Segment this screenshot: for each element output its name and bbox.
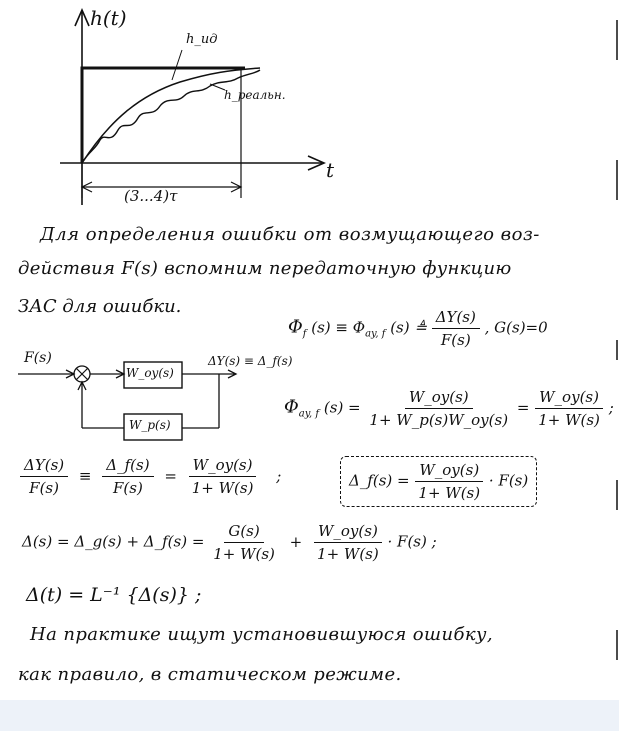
curve-ideal — [82, 68, 260, 163]
phi-full-symbol: Φ — [284, 396, 299, 418]
box-num: W_oy(s) — [415, 461, 483, 482]
delta-den1: 1+ W(s) — [213, 545, 275, 563]
curve-real — [82, 70, 260, 163]
phi-full-den2: 1+ W(s) — [538, 411, 600, 429]
delta-fraction-1 — [209, 522, 279, 563]
y-axis-label: h(t) — [90, 6, 127, 30]
phi-full-formula — [284, 388, 614, 429]
phi-def-sub2: ay, f — [365, 328, 386, 340]
ratio-fraction-2 — [102, 456, 153, 497]
footer-line-2: как правило, в статическом режиме. — [18, 664, 402, 685]
delta-tail: · F(s) ; — [387, 532, 437, 551]
ratio-fraction-1 — [20, 456, 68, 497]
phi-def-tail: , G(s)=0 — [484, 318, 548, 337]
bd-output-label: ΔY(s) ≡ Δ_f(s) — [208, 354, 293, 368]
phi-def-den: F(s) — [440, 331, 471, 349]
phi-def-fraction — [432, 308, 480, 349]
curve-ideal-label: h_ид — [186, 32, 218, 47]
ratio-eq1: ≡ — [78, 466, 92, 485]
bd-input-label: F(s) — [24, 350, 52, 366]
bottom-bar — [0, 700, 619, 731]
delta-total-formula — [22, 522, 437, 563]
ratio-num3: W_oy(s) — [189, 456, 257, 477]
phi-full-mid: (s) = — [323, 398, 361, 417]
footer-line-1: На практике ищут установившуюся ошибку, — [30, 624, 493, 645]
ideal-label-pointer — [172, 50, 182, 80]
bd-plant-label: W_oy(s) — [126, 366, 174, 380]
phi-full-fraction-2 — [534, 388, 604, 429]
text-line-1: Для определения ошибки от возмущающего воз- — [40, 224, 540, 245]
x-axis-label: t — [326, 158, 335, 182]
ratio-den3: 1+ W(s) — [191, 479, 254, 497]
curve-real-label: h_реальн. — [224, 88, 286, 102]
real-label-pointer — [210, 84, 225, 90]
delta-num2: W_oy(s) — [314, 522, 382, 543]
delta-den2: 1+ W(s) — [317, 545, 379, 563]
phi-def-num: ΔY(s) — [432, 308, 480, 329]
laplace-formula: Δ(t) = L⁻¹ {Δ(s)} ; — [26, 584, 202, 606]
phi-full-den1: 1+ W_p(s)W_oy(s) — [369, 411, 509, 429]
ratio-den2: F(s) — [113, 479, 143, 497]
delta-fraction-2 — [313, 522, 383, 563]
phi-full-end: ; — [608, 398, 614, 417]
page-edge-marks — [612, 0, 619, 700]
ratio-num2: Δ_f(s) — [102, 456, 153, 477]
delta-lhs: Δ(s) = Δ_g(s) + Δ_f(s) = — [22, 532, 205, 551]
ratio-sep: ; — [276, 466, 282, 485]
box-tail: · F(s) — [488, 471, 529, 490]
phi-full-num2: W_oy(s) — [535, 388, 603, 409]
ratio-formula — [20, 456, 281, 497]
interval-label: (3...4)τ — [124, 187, 178, 205]
phi-def-mid2: (s) ≜ — [390, 318, 427, 337]
text-line-2: действия F(s) вспомним передаточную функцию — [18, 258, 512, 279]
delta-plus: + — [289, 532, 303, 551]
boxed-error-formula — [340, 456, 537, 507]
phi-symbol: Φ — [288, 316, 303, 338]
phi-def-mid: (s) ≡ Φ — [311, 318, 366, 337]
phi-full-num1: W_oy(s) — [405, 388, 473, 409]
phi-definition — [288, 308, 548, 349]
ratio-eq2: = — [164, 466, 177, 485]
phi-full-fraction-1 — [365, 388, 512, 429]
text-line-3: ЗАС для ошибки. — [18, 296, 182, 317]
box-fraction — [414, 461, 484, 502]
phi-full-sub: ay, f — [298, 408, 320, 420]
step-response-graph — [60, 0, 420, 210]
ratio-den1: F(s) — [29, 479, 59, 497]
bd-feedback-label: W_p(s) — [129, 418, 171, 432]
box-den: 1+ W(s) — [418, 484, 481, 502]
ratio-num1: ΔY(s) — [20, 456, 68, 477]
ratio-fraction-3 — [188, 456, 258, 497]
phi-sub: f — [302, 328, 307, 340]
phi-full-eq: = — [516, 398, 530, 417]
delta-num1: G(s) — [224, 522, 263, 543]
box-lhs: Δ_f(s) = — [349, 471, 410, 490]
